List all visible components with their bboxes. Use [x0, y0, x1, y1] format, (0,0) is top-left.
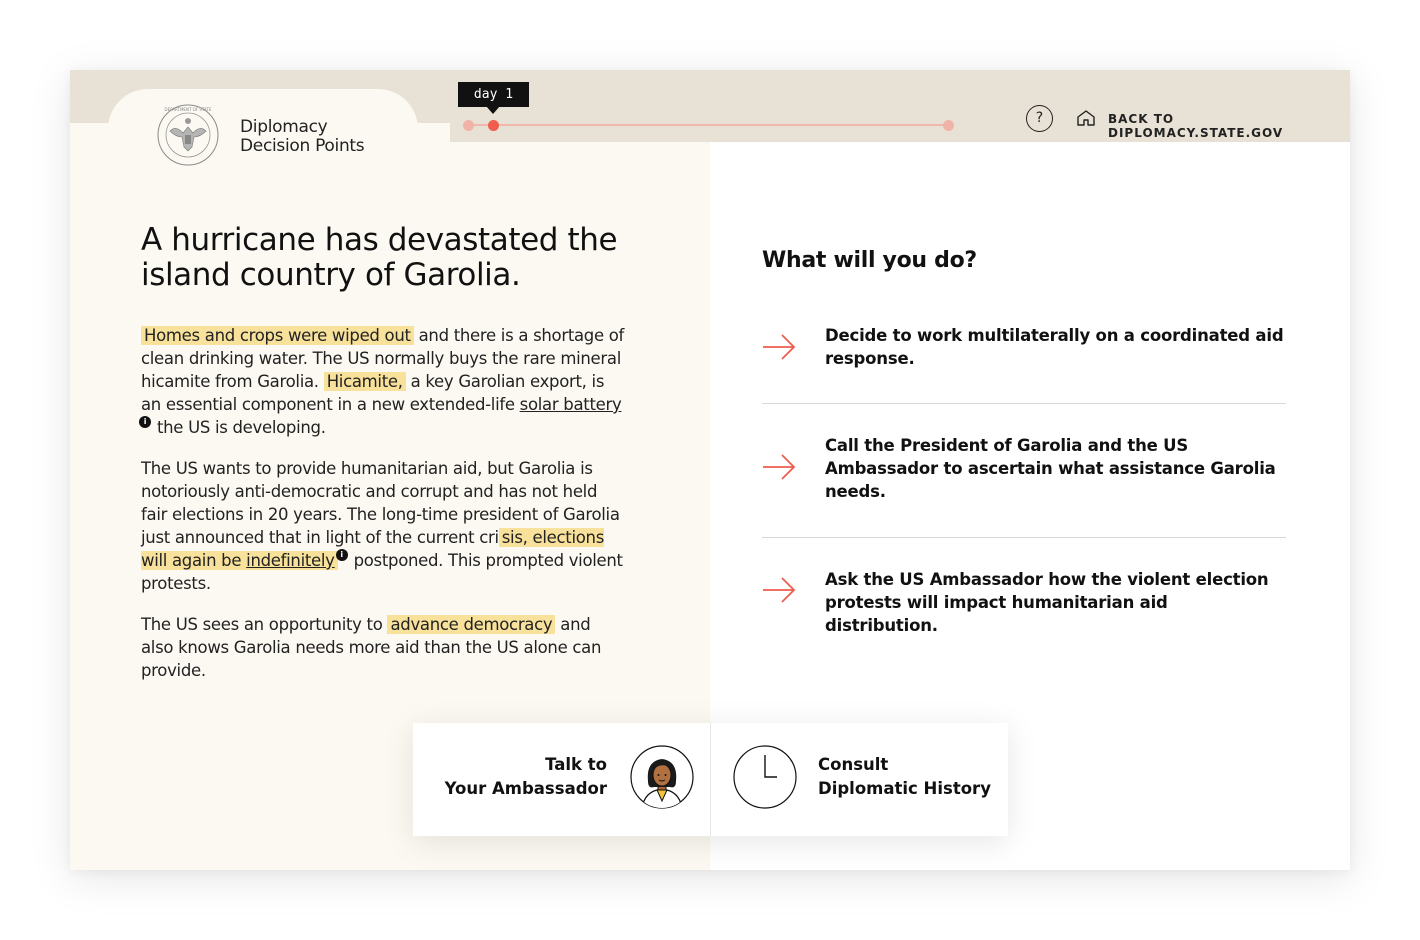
story-text: The US sees an opportunity to — [141, 615, 388, 634]
choice-option-multilateral[interactable] — [762, 300, 1286, 404]
info-icon[interactable]: i — [336, 549, 348, 561]
ambassador-label-line1: Talk to — [545, 755, 607, 774]
day-indicator-caret — [486, 106, 500, 114]
story-paragraph-2 — [141, 457, 626, 595]
choice-option-label: Decide to work multilaterally on a coordinated aid response. — [825, 326, 1284, 368]
choice-list — [762, 300, 1286, 638]
story-text: the US is developing. — [152, 418, 326, 437]
term-solar-battery[interactable]: solar battery — [519, 395, 622, 414]
arrow-right-icon — [762, 454, 796, 480]
history-label-line2: Diplomatic History — [818, 779, 991, 798]
advisor-toolbar — [413, 723, 1008, 836]
scenario-story — [141, 324, 626, 700]
back-to-site-link[interactable]: BACK TO DIPLOMACY.STATE.GOV — [1108, 112, 1284, 140]
highlight-advance-democracy: advance democracy — [387, 615, 555, 634]
svg-text:DEPARTMENT OF STATE: DEPARTMENT OF STATE — [164, 107, 212, 112]
day-indicator: day 1 — [458, 82, 529, 107]
story-paragraph-1 — [141, 324, 626, 439]
timeline-start-point[interactable] — [463, 120, 474, 131]
consult-history-button[interactable] — [711, 723, 1008, 836]
story-text: postponed. This prompted violent protests. — [141, 551, 623, 593]
history-label — [818, 753, 991, 801]
arrow-right-icon — [762, 577, 796, 603]
story-text: and there is a shortage of clean drinking water. The US normally buys the rare mineral hicamite from Garolia. — [141, 326, 625, 391]
info-icon[interactable]: i — [139, 416, 151, 428]
timeline-current-point[interactable] — [488, 120, 499, 131]
timeline-end-point[interactable] — [943, 120, 954, 131]
story-paragraph-3 — [141, 613, 626, 682]
timeline-track — [468, 124, 948, 126]
highlight-hicamite: Hicamite, — [324, 372, 406, 391]
app-title-line2: Decision Points — [240, 136, 365, 156]
app-title[interactable] — [240, 118, 364, 156]
choice-option-call-president[interactable] — [762, 404, 1286, 538]
choice-question: What will you do? — [762, 248, 977, 273]
ambassador-label — [445, 753, 607, 801]
choice-option-label: Call the President of Garolia and the US Ambassador to ascertain what assistance Garolia needs. — [825, 436, 1276, 501]
highlight-homes-crops: Homes and crops were wiped out — [141, 326, 414, 345]
choice-option-label: Ask the US Ambassador how the violent election protests will impact humanitarian aid distribution. — [825, 570, 1269, 635]
term-indefinitely[interactable]: indefinitely — [246, 551, 335, 570]
arrow-right-icon — [762, 334, 796, 360]
story-text: The US wants to provide humanitarian aid, but Garolia is notoriously anti-democratic and corrupt and has not held fair elections in 20 years. The long-time president of Garolia just announced that in light of the current cri — [141, 459, 620, 547]
help-button[interactable]: ? — [1026, 105, 1053, 132]
ambassador-label-line2: Your Ambassador — [444, 779, 607, 798]
choice-option-ask-ambassador[interactable] — [762, 538, 1286, 638]
home-icon[interactable] — [1076, 108, 1096, 128]
clock-icon — [733, 745, 797, 809]
highlight-elections-text: sis, elections will again be — [141, 528, 604, 570]
app-title-line1: Diplomacy — [240, 117, 328, 137]
ambassador-avatar-icon — [630, 745, 694, 809]
scenario-headline: A hurricane has devastated the island country of Garolia. — [141, 222, 618, 293]
story-text: and also knows Garolia needs more aid than the US alone can provide. — [141, 615, 602, 680]
state-department-seal-icon — [156, 103, 220, 167]
history-label-line1: Consult — [818, 755, 889, 774]
talk-to-ambassador-button[interactable] — [413, 723, 710, 836]
app-window — [70, 70, 1350, 870]
story-text: a key Garolian export, is an essential component in a new extended-life — [141, 372, 605, 414]
